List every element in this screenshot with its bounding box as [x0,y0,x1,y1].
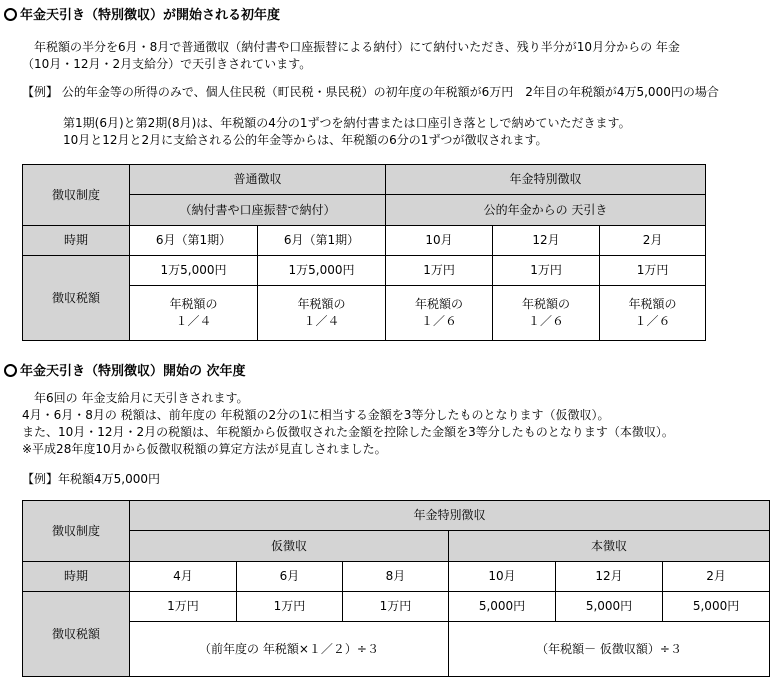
ratio-cell [130,286,258,341]
ratio-cell [386,286,493,341]
ratio-value: １／６ [421,314,458,328]
label-tax: 徴収税額 [23,256,130,341]
ratio-label: 年税額の [169,297,218,311]
ratio-label: 年税額の [415,297,464,311]
section2-line-2: 4月・6月・8月の 税額は、前年度の 年税額の2分の1に相当する金額を3等分したものとなります（仮徴収）。 [22,408,610,422]
amount-cell: 1万円 [343,592,449,622]
ratio-label: 年税額の [297,297,346,311]
period-cell: 6月（第1期） [258,226,386,256]
period-cell: 2月 [663,562,770,592]
ratio-cell [493,286,600,341]
formula-provisional: （前年度の 年税額×１／２）÷３ [130,622,449,677]
section1-detail-line-2: 10月と12月と2月に支給される公的年金等からは、年税額の6分の1ずつが徴収されます。 [63,133,548,147]
ratio-label: 年税額の [522,297,571,311]
section2-table [22,500,770,677]
circle-bullet-icon [4,364,17,377]
section1-table [22,164,706,341]
period-cell: 6月 [237,562,343,592]
section2-heading-text: 年金天引き（特別徴収）開始の 次年度 [20,364,246,379]
amount-cell: 1万5,000円 [130,256,258,286]
period-cell: 12月 [493,226,600,256]
section2-line-1: 年6回の 年金支給月に天引きされます。 [34,391,249,405]
ratio-value: １／４ [303,314,340,328]
ratio-value: １／４ [175,314,212,328]
amount-cell: 1万円 [493,256,600,286]
amount-cell: 5,000円 [663,592,770,622]
group-provisional: 仮徴収 [130,531,449,562]
ratio-label: 年税額の [628,297,677,311]
period-cell: 2月 [600,226,706,256]
section2-example: 【例】年税額4万5,000円 [22,472,160,486]
label-period: 時期 [23,562,130,592]
ratio-cell [258,286,386,341]
section2-line-3: また、10月・12月・2月の税額は、年税額から仮徴収された金額を控除した金額を3等分したものとなります（本徴収）。 [22,425,674,439]
period-cell: 10月 [449,562,556,592]
group-main: 本徴収 [449,531,770,562]
ratio-value: １／６ [634,314,671,328]
section1-detail-line-1: 第1期(6月)と第2期(8月)は、年税額の4分の1ずつを納付書または口座引き落としで納めていただきます。 [63,116,631,130]
group-normal: 普通徴収 [130,165,386,195]
group-pension-sub: 公的年金からの 天引き [386,195,706,226]
section2-line-4: ※平成28年度10月から仮徴収税額の算定方法が見直しされました。 [22,442,387,456]
section1-para-line-2: （10月・12月・2月支給分）で天引きされています。 [22,57,312,71]
formula-main: （年税額－ 仮徴収額）÷３ [449,622,770,677]
amount-cell: 1万円 [237,592,343,622]
section1-heading [4,4,280,23]
section1-heading-text: 年金天引き（特別徴収）が開始される初年度 [20,8,281,23]
label-period: 時期 [23,226,130,256]
circle-bullet-icon [4,8,17,21]
amount-cell: 1万円 [386,256,493,286]
period-cell: 12月 [556,562,663,592]
section1-para-line-1: 年税額の半分を6月・8月で普通徴収（納付書や口座振替による納付）にて納付いただき、残り半分が10月分からの 年金 [34,40,680,54]
section2-heading [4,360,246,379]
ratio-cell [600,286,706,341]
section1-example: 【例】 公的年金等の所得のみで、個人住民税（町民税・県民税）の初年度の年税額が6万円 2年目の年税額が4万5,000円の場合 [22,85,719,99]
amount-cell: 5,000円 [449,592,556,622]
amount-cell: 1万円 [600,256,706,286]
label-system: 徴収制度 [23,165,130,226]
amount-cell: 1万円 [130,592,237,622]
group-normal-sub: （納付書や口座振替で納付） [130,195,386,226]
label-system: 徴収制度 [23,501,130,562]
ratio-value: １／６ [528,314,565,328]
period-cell: 10月 [386,226,493,256]
period-cell: 8月 [343,562,449,592]
period-cell: 4月 [130,562,237,592]
group-pension: 年金特別徴収 [386,165,706,195]
label-tax: 徴収税額 [23,592,130,677]
amount-cell: 5,000円 [556,592,663,622]
group-pension: 年金特別徴収 [130,501,770,531]
period-cell: 6月（第1期） [130,226,258,256]
amount-cell: 1万5,000円 [258,256,386,286]
